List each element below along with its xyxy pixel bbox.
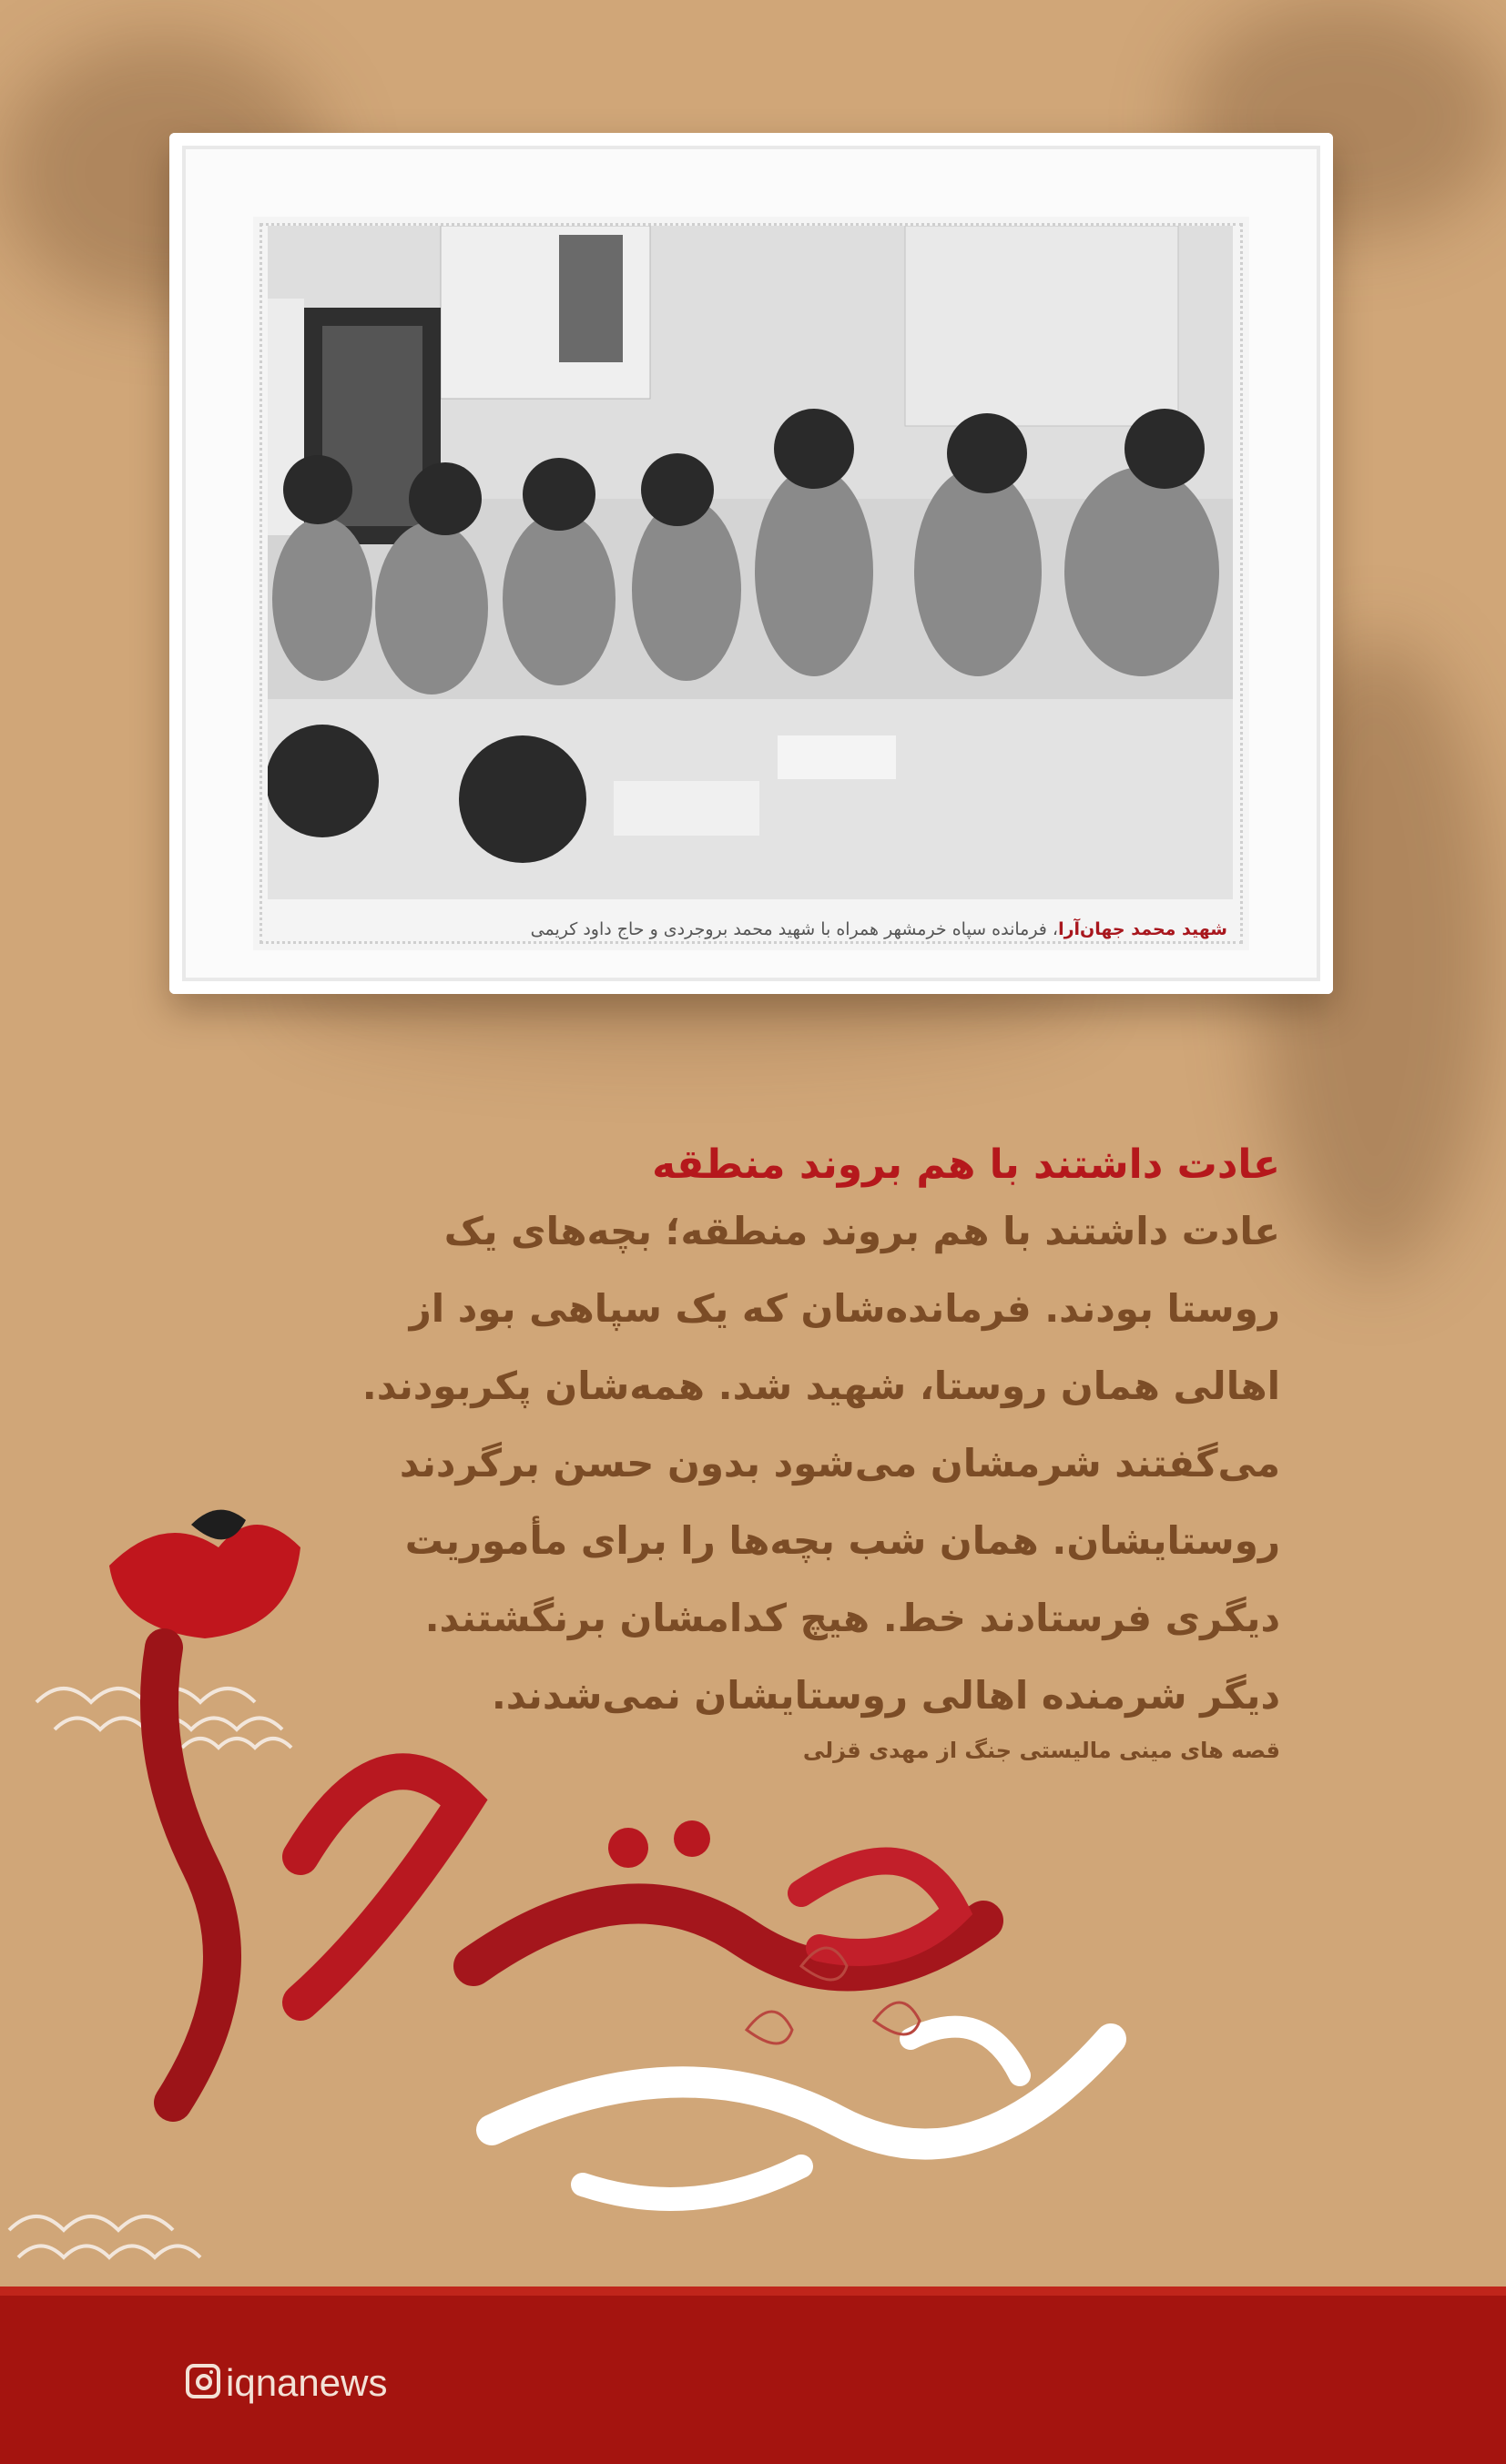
caption-text: ، فرمانده سپاه خرمشهر همراه با شهید محمد بروجردی و حاج داود کریمی bbox=[530, 919, 1059, 939]
photo-mat bbox=[253, 217, 1249, 950]
article-line: دیگر شرمنده اهالی روستایشان نمی‌شدند. bbox=[491, 1673, 1280, 1718]
article-line: روستایشان. همان شب بچه‌ها را برای مأموریت bbox=[404, 1518, 1280, 1563]
instagram-icon bbox=[186, 2364, 220, 2398]
article-line: عادت داشتند با هم بروند منطقه؛ بچه‌های یک bbox=[443, 1209, 1280, 1253]
photo-frame bbox=[169, 133, 1333, 994]
calligraphy-logo bbox=[0, 1475, 1506, 2276]
historical-photo bbox=[268, 226, 1233, 899]
footer-bar bbox=[0, 2279, 1506, 2464]
photo-caption bbox=[531, 919, 1227, 939]
article-line: روستا بودند. فرمانده‌شان که یک سپاهی بود از bbox=[409, 1286, 1280, 1331]
social-handle[interactable] bbox=[186, 2361, 387, 2405]
caption-name: شهید محمد جهان‌آرا bbox=[1058, 919, 1227, 939]
group-photo-illustration bbox=[268, 226, 1233, 899]
article-line: اهالی همان روستا، شهید شد. همه‌شان پکربودند. bbox=[361, 1364, 1280, 1408]
article-line: می‌گفتند شرمشان می‌شود بدون حسن برگردند bbox=[399, 1441, 1280, 1485]
article-source: قصه های مینی مالیستی جنگ از مهدی قزلی bbox=[802, 1738, 1280, 1763]
article-line: دیگری فرستادند خط. هیچ کدامشان برنگشتند. bbox=[424, 1596, 1280, 1640]
tulip-flower-icon bbox=[109, 1510, 300, 1638]
handle-text: iqnanews bbox=[226, 2361, 388, 2404]
article-headline: عادت داشتند با هم بروند منطقه bbox=[652, 1141, 1280, 1188]
